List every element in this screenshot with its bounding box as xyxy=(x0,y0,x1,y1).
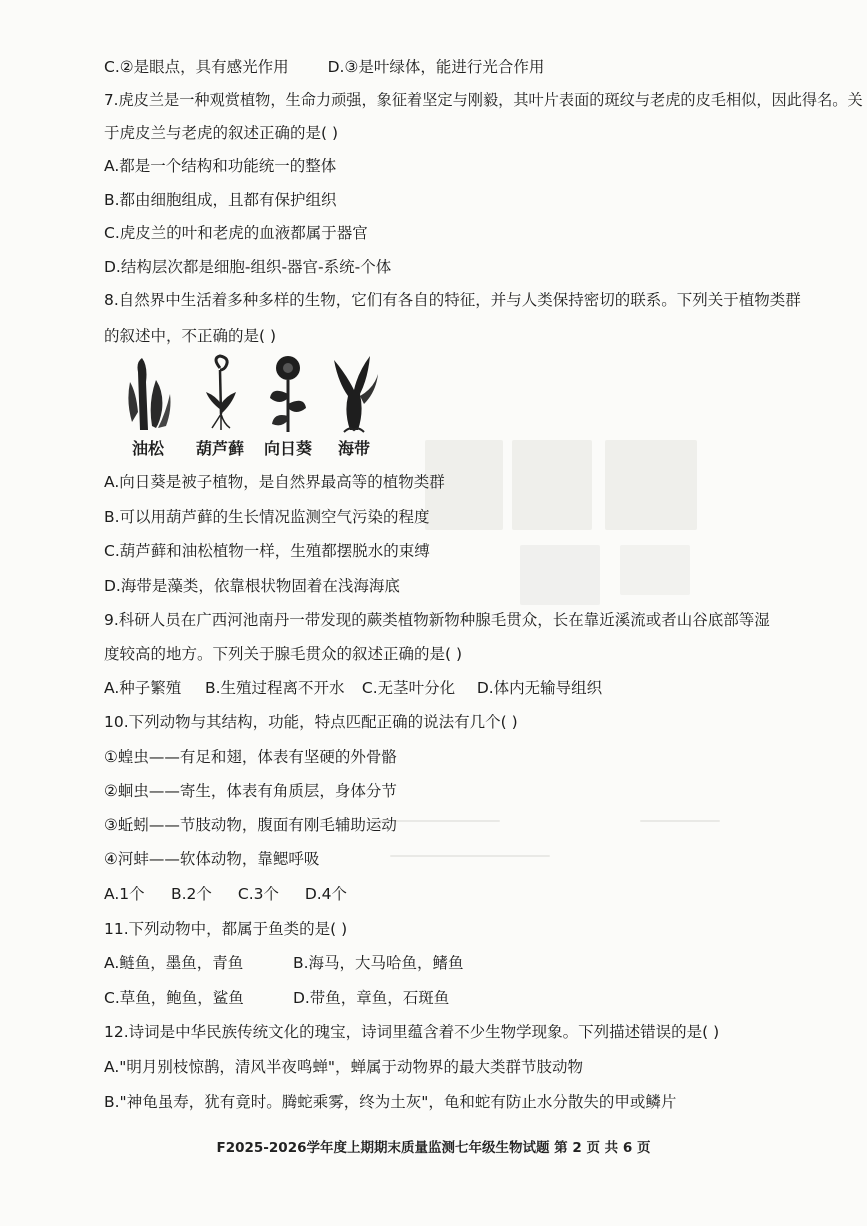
q10-item-4: ④河蚌——软体动物，靠鳃呼吸 xyxy=(104,850,320,868)
q9-options xyxy=(104,677,837,699)
page-footer: F2025-2026学年度上期期末质量监测七年级生物试题 第 2 页 共 6 页 xyxy=(216,1140,651,1156)
q10-option-d: D.4个 xyxy=(304,885,348,903)
pine-icon xyxy=(118,352,178,436)
q9-option-a: A.种子繁殖 xyxy=(104,679,182,697)
q12-option-a: A."明月别枝惊鹊，清风半夜鸣蝉"，蝉属于动物界的最大类群节肢动物 xyxy=(104,1058,584,1076)
q7-option-b: B.都由细胞组成，且都有保护组织 xyxy=(104,191,337,209)
q8-option-a: A.向日葵是被子植物，是自然界最高等的植物类群 xyxy=(104,473,445,491)
figure-label-moss: 葫芦藓 xyxy=(195,439,244,458)
q6-options-cd xyxy=(104,56,837,78)
q10-option-b: B.2个 xyxy=(170,885,212,903)
q9-option-c: C.无茎叶分化 xyxy=(361,679,456,697)
figure-label-pine: 油松 xyxy=(131,439,164,458)
q11-option-b: B.海马，大马哈鱼，鳍鱼 xyxy=(292,954,464,972)
figure-moss xyxy=(190,352,250,460)
q10-options xyxy=(104,883,837,905)
q8-stem-line2: 的叙述中，不正确的是( ) xyxy=(104,327,277,345)
q7-option-a: A.都是一个结构和功能统一的整体 xyxy=(104,157,337,175)
q8-option-d: D.海带是藻类，依靠根状物固着在浅海海底 xyxy=(104,577,400,595)
q10-item-2: ②蛔虫——寄生，体表有角质层，身体分节 xyxy=(104,782,397,800)
q10-item-1: ①蝗虫——有足和翅，体表有坚硬的外骨骼 xyxy=(104,748,397,766)
q12-stem: 12.诗词是中华民族传统文化的瑰宝，诗词里蕴含着不少生物学现象。下列描述错误的是( ) xyxy=(104,1023,720,1041)
figure-sunflower xyxy=(258,352,318,460)
q8-option-b: B.可以用葫芦藓的生长情况监测空气污染的程度 xyxy=(104,508,430,526)
moss-icon xyxy=(190,352,250,436)
figure-pine xyxy=(118,352,178,460)
plant-figures xyxy=(118,352,378,460)
q6-option-d: D.③是叶绿体，能进行光合作用 xyxy=(327,58,545,76)
q8-stem-line1: 8.自然界中生活着多种多样的生物，它们有各自的特征，并与人类保持密切的联系。下列关于植物类群 xyxy=(104,291,801,309)
q10-option-c: C.3个 xyxy=(237,885,279,903)
figure-label-kelp: 海带 xyxy=(337,439,370,458)
q9-option-d: D.体内无输导组织 xyxy=(476,679,603,697)
q9-stem-line1: 9.科研人员在广西河池南丹一带发现的蕨类植物新物种腺毛贯众，长在靠近溪流或者山谷底部等湿 xyxy=(104,611,770,629)
q12-option-b: B."神龟虽寿，犹有竟时。腾蛇乘雾，终为土灰"，龟和蛇有防止水分散失的甲或鳞片 xyxy=(104,1093,677,1111)
q7-option-d: D.结构层次都是细胞-组织-器官-系统-个体 xyxy=(104,258,392,276)
q8-option-c: C.葫芦藓和油松植物一样，生殖都摆脱水的束缚 xyxy=(104,542,430,560)
q11-option-a: A.鲢鱼，墨鱼，青鱼 xyxy=(104,954,244,972)
q7-stem-line2: 于虎皮兰与老虎的叙述正确的是( ) xyxy=(104,124,339,142)
q10-option-a: A.1个 xyxy=(104,885,145,903)
sunflower-icon xyxy=(258,352,318,436)
q9-stem-line2: 度较高的地方。下列关于腺毛贯众的叙述正确的是( ) xyxy=(104,645,463,663)
q10-stem: 10.下列动物与其结构，功能，特点匹配正确的说法有几个( ) xyxy=(104,713,518,731)
figure-label-sunflower: 向日葵 xyxy=(263,439,312,458)
q9-option-b: B.生殖过程离不开水 xyxy=(204,679,345,697)
q11-option-d: D.带鱼，章鱼，石斑鱼 xyxy=(292,989,450,1007)
q11-option-c: C.草鱼，鲍鱼，鲨鱼 xyxy=(104,989,244,1007)
q7-option-c: C.虎皮兰的叶和老虎的血液都属于器官 xyxy=(104,224,368,242)
q11-stem: 11.下列动物中，都属于鱼类的是( ) xyxy=(104,920,348,938)
q11-options-cd xyxy=(104,987,837,1009)
figure-kelp xyxy=(324,352,384,460)
q7-stem-line1: 7.虎皮兰是一种观赏植物，生命力顽强，象征着坚定与刚毅，其叶片表面的斑纹与老虎的皮毛相似，因此得名。关 xyxy=(104,91,863,109)
q10-item-3: ③蚯蚓——节肢动物，腹面有刚毛辅助运动 xyxy=(104,816,397,834)
kelp-icon xyxy=(324,352,384,436)
q11-options-ab xyxy=(104,952,837,974)
q6-option-c: C.②是眼点，具有感光作用 xyxy=(104,58,289,76)
